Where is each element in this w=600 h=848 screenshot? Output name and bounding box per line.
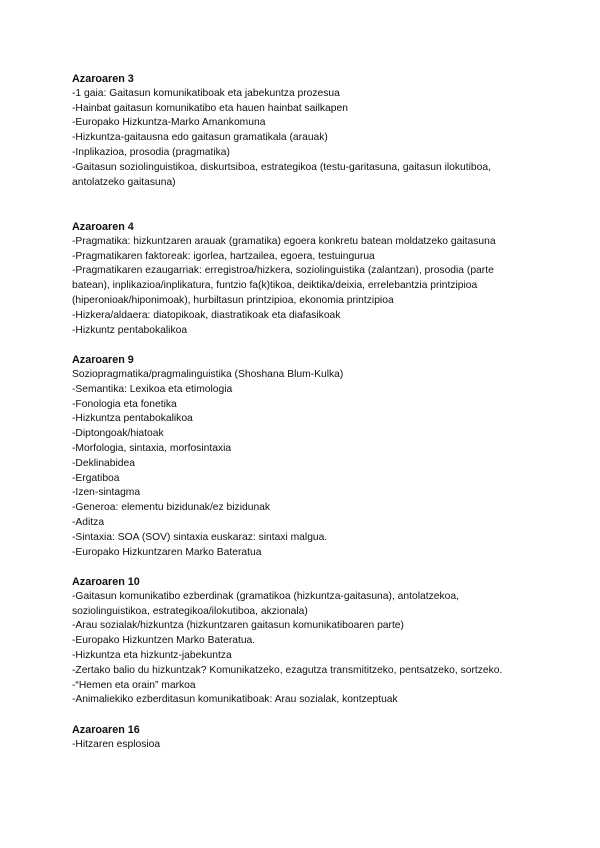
- list-item: -Generoa: elementu bizidunak/ez bizidunak: [72, 502, 271, 514]
- list-item: -“Hemen eta orain” markoa: [72, 679, 196, 691]
- list-item: -Arau sozialak/hizkuntza (hizkuntzaren gaitasun komunikatiboaren parte): [72, 620, 404, 632]
- list-item: -1 gaia: Gaitasun komunikatiboak eta jabekuntza prozesua: [72, 87, 340, 99]
- list-item: -Europako Hizkuntzaren Marko Bateratua: [72, 546, 262, 558]
- section-spacer: [72, 338, 532, 353]
- section-heading: Azaroaren 4: [72, 220, 134, 233]
- list-item: -Zertako balio du hizkuntzak? Komunikatzeko, ezagutza transmititzeko, pentsatzeko, sortzeko.: [72, 664, 503, 676]
- section-nov-4: [72, 220, 532, 338]
- list-item: -Ergatiboa: [72, 472, 120, 484]
- list-item: -Europako Hizkuntza-Marko Amankomuna: [72, 117, 266, 129]
- list-item: -Pragmatikaren ezaugarriak: erregistroa/hizkera, soziolinguistika (zalantzan), prosodia (parte batean), inplikazioa/inplikatura, funtzio fa(k)tikoa, deiktika/deixia, errelebantzia printzipioa (hiperonioak/hiponimoak), hurbiltasun printzipioa, ekonomia printzipioa: [72, 265, 494, 306]
- section-heading: Azaroaren 3: [72, 73, 134, 85]
- list-item: -Hizkuntza-gaitausna edo gaitasun gramatikala (arauak): [72, 132, 328, 144]
- section-nov-9: [72, 353, 532, 560]
- list-item: -Inplikazioa, prosodia (pragmatika): [72, 146, 230, 158]
- list-item: -Aditza: [72, 516, 105, 528]
- document-page: [72, 72, 532, 753]
- list-item: -Izen-sintagma: [72, 487, 141, 499]
- section-heading: Azaroaren 9: [72, 354, 134, 367]
- list-item: -Hizkuntza eta hizkuntz-jabekuntza: [72, 650, 232, 662]
- section-nov-16: [72, 723, 532, 753]
- section-nov-3: [72, 72, 532, 190]
- list-item: -Sintaxia: SOA (SOV) sintaxia euskaraz: sintaxi malgua.: [72, 531, 328, 543]
- list-item: -Morfologia, sintaxia, morfosintaxia: [72, 442, 232, 454]
- list-item: -Gaitasun komunikatibo ezberdinak (gramatikoa (hizkuntza-gaitasuna), antolatzekoa, soziolinguistikoa, estrategikoa/ilokutiboa, akzionala): [72, 590, 459, 617]
- list-item: -Europako Hizkuntzen Marko Bateratua.: [72, 635, 256, 647]
- list-item: -Hizkera/aldaera: diatopikoak, diastratikoak eta diafasikoak: [72, 309, 341, 321]
- section-heading: Azaroaren 16: [72, 724, 140, 737]
- list-item: -Semantika: Lexikoa eta etimologia: [72, 383, 233, 395]
- list-item: Soziopragmatika/pragmalinguistika (Shoshana Blum-Kulka): [72, 368, 344, 380]
- list-item: -Diptongoak/hiatoak: [72, 428, 164, 440]
- list-item: -Hizkuntza pentabokalikoa: [72, 413, 193, 425]
- list-item: -Gaitasun soziolinguistikoa, diskurtsiboa, estrategikoa (testu-garitasuna, gaitasun ilokutiboa, antolatzeko gaitasuna): [72, 161, 491, 188]
- section-spacer: [72, 190, 532, 220]
- list-item: -Pragmatikaren faktoreak: igorlea, hartzailea, egoera, testuingurua: [72, 250, 375, 262]
- list-item: -Hainbat gaitasun komunikatibo eta hauen hainbat sailkapen: [72, 102, 348, 114]
- list-item: -Hitzaren esplosioa: [72, 738, 161, 750]
- section-heading: Azaroaren 10: [72, 576, 140, 589]
- section-spacer: [72, 708, 532, 723]
- list-item: -Animaliekiko ezberditasun komunikatiboak: Arau sozialak, kontzeptuak: [72, 694, 398, 706]
- section-spacer: [72, 560, 532, 575]
- section-nov-10: [72, 575, 532, 708]
- list-item: -Pragmatika: hizkuntzaren arauak (gramatika) egoera konkretu batean moldatzeko gaitasuna: [72, 235, 496, 247]
- list-item: -Deklinabidea: [72, 457, 135, 469]
- list-item: -Fonologia eta fonetika: [72, 398, 177, 410]
- list-item: -Hizkuntz pentabokalikoa: [72, 324, 188, 336]
